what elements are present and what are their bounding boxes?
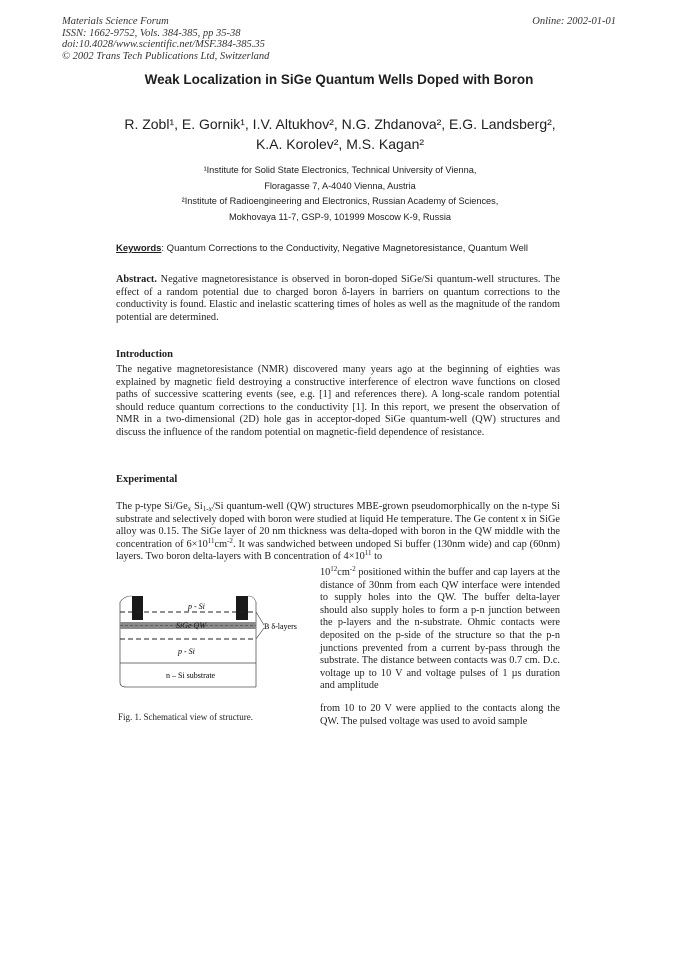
keywords [116, 242, 636, 255]
superscript: 12 [330, 565, 338, 573]
pointer-line [256, 628, 264, 639]
superscript: -2 [349, 565, 356, 573]
author-list [60, 114, 620, 154]
label-psi-top: p - Si [188, 602, 205, 611]
affiliation-line: ¹Institute for Solid State Electronics, Technical University of Vienna, [203, 165, 477, 175]
authors-line-2: K.A. Korolev², M.S. Kagan² [255, 136, 425, 152]
text-run: to [371, 551, 383, 563]
text-run: cm [214, 538, 228, 550]
label-substrate: n – Si substrate [166, 671, 216, 680]
doi-line[interactable]: doi:10.4028/www.scientific.net/MSF.384-385.35 [62, 39, 265, 50]
affiliations [60, 163, 620, 225]
label-qw: SiGe QW [176, 621, 206, 630]
journal-header [62, 16, 422, 62]
experimental-paragraph [116, 501, 560, 564]
abstract [116, 274, 560, 324]
online-date: Online: 2002-01-01 [532, 16, 616, 27]
label-psi-bottom: p - Si [178, 647, 195, 656]
label-b-layers: B δ-layers [264, 622, 297, 631]
text-run: . It was sandwiched between undoped Si buffer (130nm wide) and cap (60nm) layers. Two boron delta-layers with B concentration of 4×10 [116, 538, 560, 563]
introduction-heading: Introduction [116, 349, 173, 360]
structure-diagram [118, 592, 308, 692]
subscript: x [187, 505, 192, 513]
outline-curve [248, 596, 256, 602]
text-run: cm [337, 567, 350, 578]
superscript: 11 [364, 549, 372, 558]
experimental-heading: Experimental [116, 474, 178, 485]
experimental-continuation: from 10 to 20 V were applied to the contacts along the QW. The pulsed voltage was used to avoid sample [320, 703, 560, 727]
pointer-line [256, 612, 264, 625]
text-run: positioned within the buffer and cap layers at the distance of 30nm from each QW interface were intended to supply holes into the QW. The buffer delta-layer should also supply holes to form a p-n junction between the p-layers and the n-substrate. Ohmic contacts were deposited on the p-side of the structure so that the p-n junctions prevented from a current by-pass through the substrate. The distance between contacts was 0.7 cm. D.c. voltage up to 10 V and voltage pulses of 1 µs duration and amplitude [320, 567, 560, 692]
contact-right [236, 596, 248, 620]
abstract-label: Abstract. [116, 274, 157, 285]
superscript: -2 [227, 536, 233, 545]
authors-line-1: R. Zobl¹, E. Gornik¹, I.V. Altukhov², N.G. Zhdanova², E.G. Landsberg², [124, 116, 556, 132]
introduction-text: The negative magnetoresistance (NMR) discovered many years ago at the beginning of eighties was explained by magnetic field destroying a constructive interference of electron wave functions on closed paths of successive scattering events (see, e.g. [1] and references there). A long-scale random potential should reduce quantum corrections to the conductivity [1]. In this report, we present the observation of NMR in a two-dimensional (2D) hole gas in acceptor-doped SiGe quantum-well (QW) structures and discuss the influence of the random potential on magnetic-field dependence of resistance. [116, 364, 560, 438]
outline-curve [120, 596, 132, 602]
affiliation-line: ²Institute of Radioengineering and Electronics, Russian Academy of Sciences, [181, 196, 499, 206]
text-run: 10 [320, 567, 331, 578]
text-run: Si [191, 501, 203, 512]
journal-name: Materials Science Forum [62, 16, 169, 27]
keywords-text: : Quantum Corrections to the Conductivity, Negative Magnetoresistance, Quantum Well [161, 243, 529, 254]
abstract-text: Negative magnetoresistance is observed in boron-doped SiGe/Si quantum-well structures. The effect of a random potential due to charged boron δ-layers in barriers on quantum corrections to the conductivity is found. Elastic and inelastic scattering times of holes as well as the magnitude of the random potential are determined. [116, 274, 560, 323]
affiliation-line: Mokhovaya 11-7, GSP-9, 101999 Moscow K-9, Russia [229, 211, 451, 222]
keywords-label: Keywords [116, 243, 162, 254]
superscript: 11 [207, 536, 215, 545]
figure-caption: Fig. 1. Schematical view of structure. [118, 712, 253, 722]
text-run: /Si quantum-well (QW) structures MBE-grown pseudomorphically on the n-type Si substrate and selectively doped with boron were studied at liquid He temperature. The Ge content x in SiGe alloy was 0.15. The SiGe layer of 20 nm thickness was delta-doped with boron in the QW middle with the concentration of 6×10 [116, 501, 561, 550]
subscript: 1-x [202, 505, 213, 513]
paper-title: Weak Localization in SiGe Quantum Wells Doped with Boron [144, 72, 534, 87]
text-run: The p-type Si/Ge [116, 501, 188, 512]
affiliation-line: Floragasse 7, A-4040 Vienna, Austria [264, 180, 416, 191]
experimental-column-text [320, 567, 560, 693]
copyright-line: © 2002 Trans Tech Publications Ltd, Switzerland [62, 50, 270, 62]
contact-left [132, 596, 143, 620]
issn-line: ISSN: 1662-9752, Vols. 384-385, pp 35-38 [62, 27, 241, 39]
